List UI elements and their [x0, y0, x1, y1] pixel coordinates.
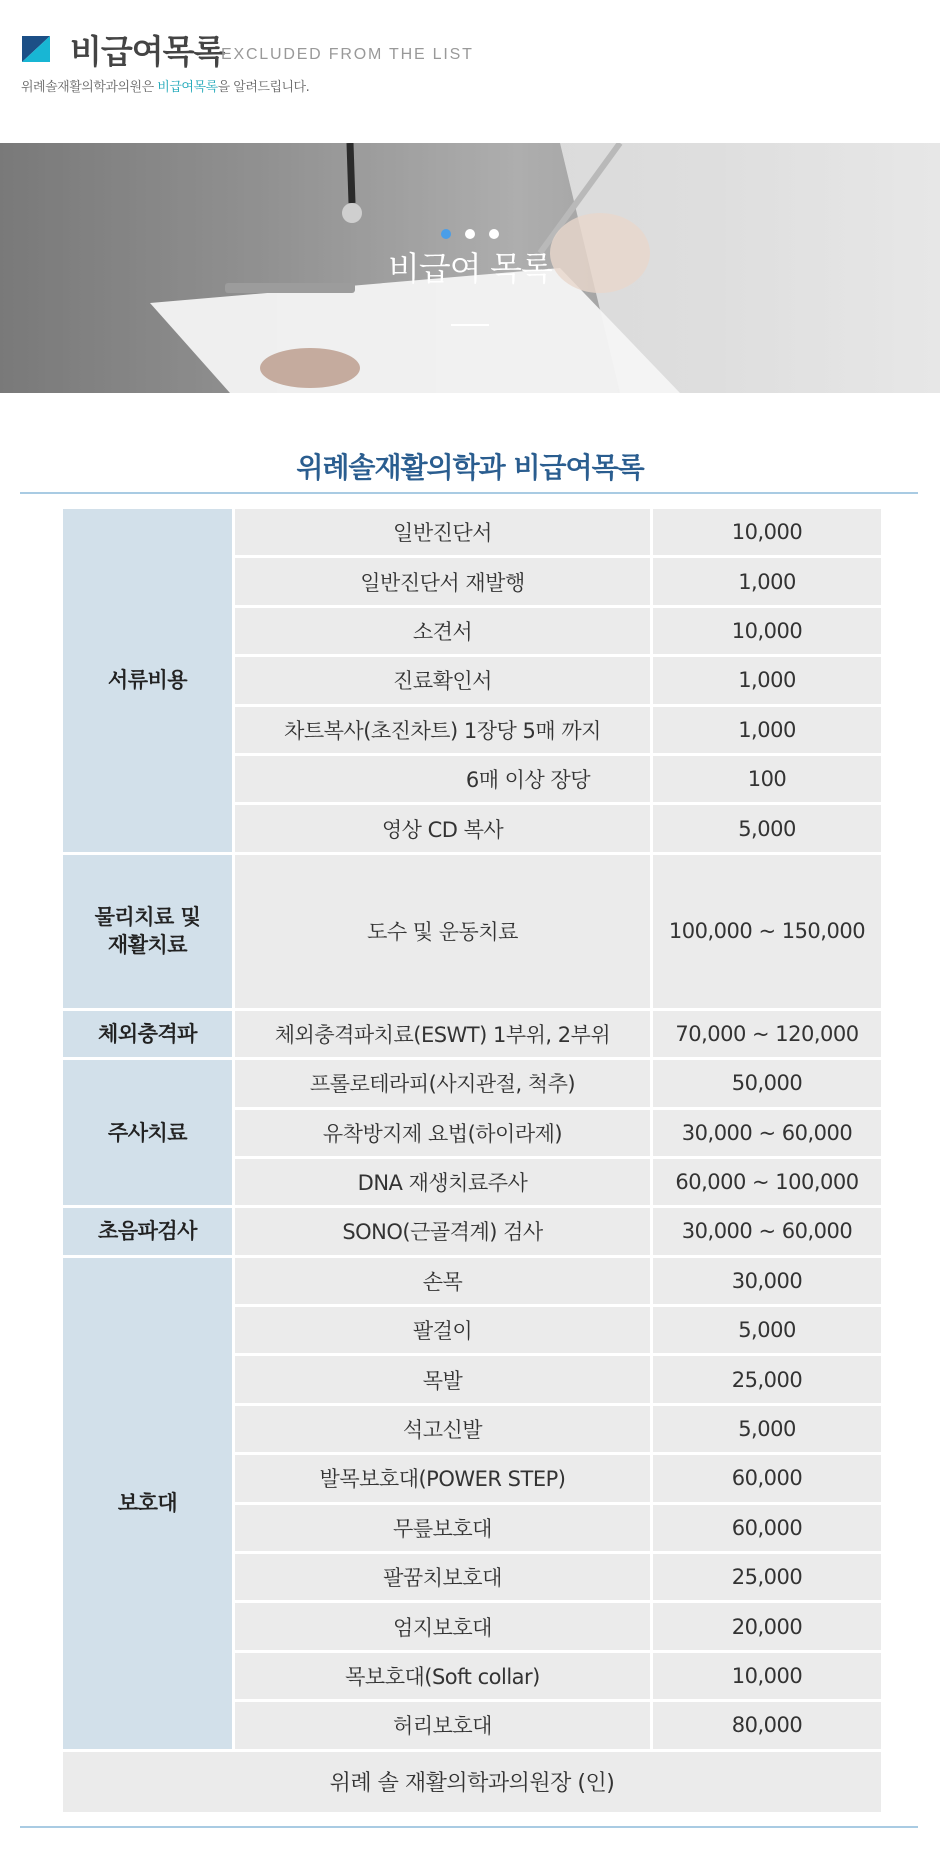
price-cell: 50,000: [652, 1059, 883, 1108]
category-cell: 서류비용: [62, 508, 234, 854]
price-cell: 1,000: [652, 705, 883, 754]
category-cell: 초음파검사: [62, 1207, 234, 1256]
price-cell: 5,000: [652, 804, 883, 853]
page-subtitle: [21, 76, 309, 95]
hero-banner: [0, 143, 940, 393]
price-cell: 70,000 ~ 120,000: [652, 1009, 883, 1058]
price-cell: 25,000: [652, 1553, 883, 1602]
table-row: [62, 508, 883, 557]
price-cell: 10,000: [652, 606, 883, 655]
item-cell: 차트복사(초진차트) 1장당 5매 까지: [234, 705, 652, 754]
banner-title: 비급여 목록: [388, 249, 552, 288]
item-cell: 손목: [234, 1256, 652, 1305]
item-cell: 일반진단서: [234, 508, 652, 557]
banner-dot-2[interactable]: [465, 229, 475, 239]
section-divider: [20, 492, 918, 494]
table-row: [62, 1059, 883, 1108]
item-cell: 팔걸이: [234, 1306, 652, 1355]
price-cell: 30,000 ~ 60,000: [652, 1108, 883, 1157]
price-cell: 25,000: [652, 1355, 883, 1404]
table-row: [62, 1256, 883, 1305]
category-cell: 물리치료 및 재활치료: [62, 853, 234, 1009]
price-cell: 60,000: [652, 1454, 883, 1503]
subtitle-highlight: 비급여목록: [157, 80, 218, 95]
price-cell: 60,000: [652, 1503, 883, 1552]
table-row: [62, 1009, 883, 1058]
item-cell: 허리보호대: [234, 1701, 652, 1750]
price-cell: 60,000 ~ 100,000: [652, 1157, 883, 1206]
table-footer-signature: 위례 솔 재활의학과의원장 (인): [62, 1750, 883, 1813]
item-cell: 목발: [234, 1355, 652, 1404]
item-cell: 목보호대(Soft collar): [234, 1651, 652, 1700]
price-cell: 1,000: [652, 557, 883, 606]
item-cell: 석고신발: [234, 1404, 652, 1453]
table-row: [62, 1207, 883, 1256]
logo-mark-icon: [22, 36, 50, 62]
price-cell: 10,000: [652, 1651, 883, 1700]
item-cell: 엄지보호대: [234, 1602, 652, 1651]
item-cell: 유착방지제 요법(하이라제): [234, 1108, 652, 1157]
item-cell: DNA 재생치료주사: [234, 1157, 652, 1206]
price-cell: 30,000: [652, 1256, 883, 1305]
item-cell: 진료확인서: [234, 656, 652, 705]
page-title-english: EXCLUDED FROM THE LIST: [221, 46, 474, 63]
item-cell: 영상 CD 복사: [234, 804, 652, 853]
banner-pagination: [0, 224, 940, 243]
item-cell: 발목보호대(POWER STEP): [234, 1454, 652, 1503]
item-cell: SONO(근골격계) 검사: [234, 1207, 652, 1256]
price-cell: 30,000 ~ 60,000: [652, 1207, 883, 1256]
item-cell: 팔꿈치보호대: [234, 1553, 652, 1602]
item-cell: 도수 및 운동치료: [234, 853, 652, 1009]
non-covered-price-table: [60, 506, 884, 1815]
table-row: [62, 853, 883, 1009]
subtitle-text-post: 을 알려드립니다.: [217, 80, 310, 95]
price-cell: 100: [652, 754, 883, 803]
price-cell: 5,000: [652, 1306, 883, 1355]
price-cell: 100,000 ~ 150,000: [652, 853, 883, 1009]
price-cell: 1,000: [652, 656, 883, 705]
item-cell: 체외충격파치료(ESWT) 1부위, 2부위: [234, 1009, 652, 1058]
item-cell: 소견서: [234, 606, 652, 655]
item-cell: 6매 이상 장당: [234, 754, 652, 803]
category-cell: 주사치료: [62, 1059, 234, 1207]
item-cell: 프롤로테라피(사지관절, 척추): [234, 1059, 652, 1108]
item-cell: 일반진단서 재발행: [234, 557, 652, 606]
bottom-divider: [20, 1826, 918, 1828]
subtitle-text-pre: 위례솔재활의학과의원은: [21, 80, 158, 95]
price-cell: 20,000: [652, 1602, 883, 1651]
category-cell: 보호대: [62, 1256, 234, 1750]
category-cell: 체외충격파: [62, 1009, 234, 1058]
price-cell: 5,000: [652, 1404, 883, 1453]
item-cell: 무릎보호대: [234, 1503, 652, 1552]
page-title: 비급여목록: [70, 32, 225, 71]
banner-dot-3[interactable]: [489, 229, 499, 239]
price-cell: 80,000: [652, 1701, 883, 1750]
price-cell: 10,000: [652, 508, 883, 557]
page-header: [0, 0, 940, 143]
section-title: 위례솔재활의학과 비급여목록: [296, 451, 644, 484]
banner-divider: [451, 324, 489, 326]
banner-dot-1[interactable]: [441, 229, 451, 239]
